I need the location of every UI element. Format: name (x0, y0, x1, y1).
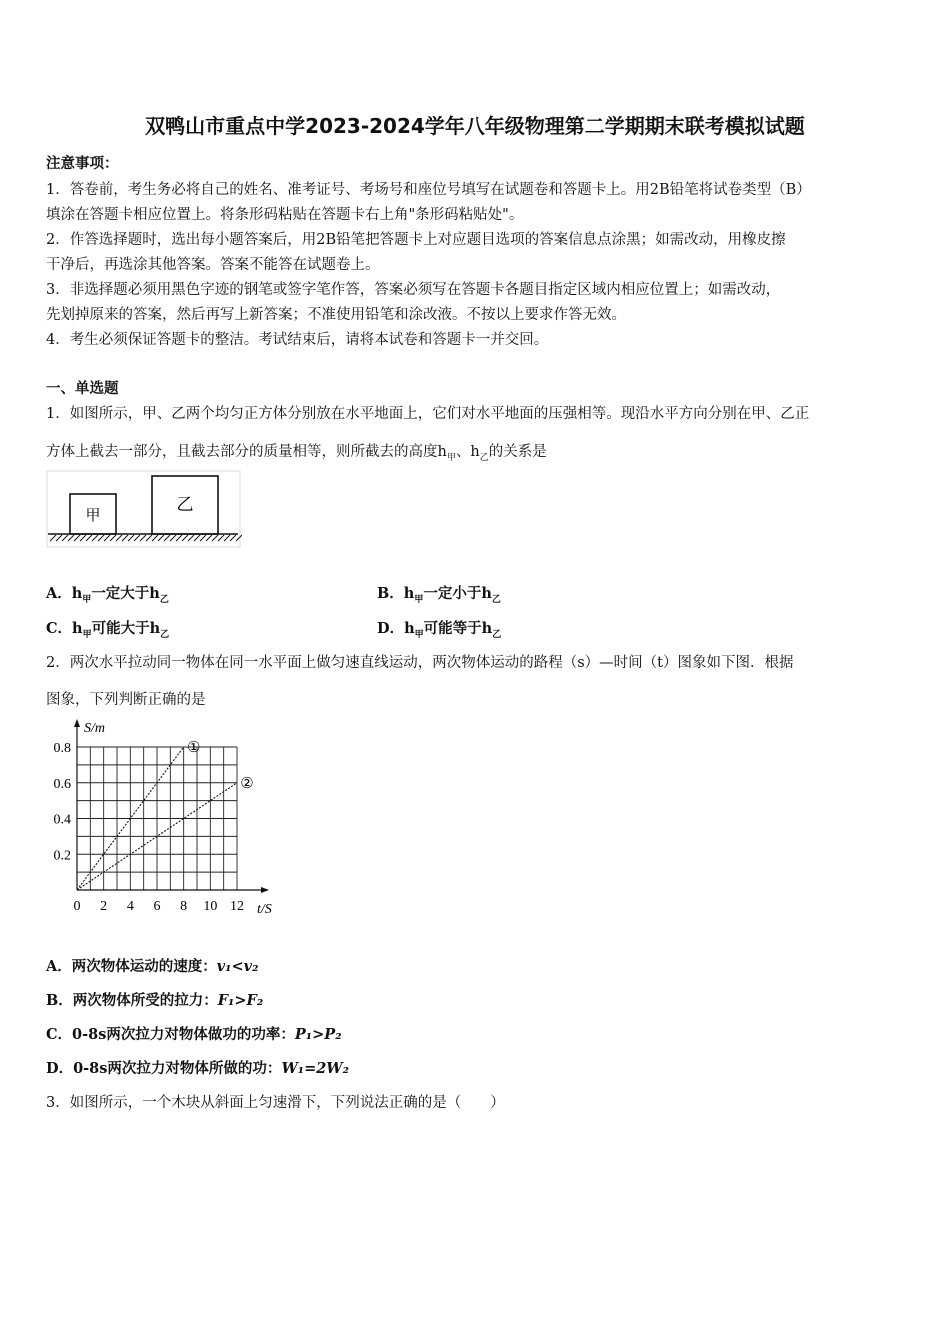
option-text: B．h (377, 585, 415, 602)
option-text: 可能大于h (91, 620, 161, 637)
option-text: C．h (46, 620, 83, 637)
q1-option-b[interactable] (377, 582, 501, 605)
hatch-mark (170, 535, 176, 541)
notice-line: 2．作答选择题时，选出每小题答案后，用2B铅笔把答题卡上对应题目选项的答案信息点涂黑；如需改动，用橡皮擦 (46, 232, 786, 248)
hatch-mark (62, 535, 68, 541)
q1-stem-text: 方体上截去一部分，且截去部分的质量相等，则所截去的高度h (46, 444, 447, 460)
hatch-mark (182, 535, 188, 541)
q2-chart (40, 715, 320, 924)
y-tick-label: 0.2 (53, 848, 71, 864)
hatch-mark (104, 535, 110, 541)
hatch-mark (218, 535, 224, 541)
hatch-mark (236, 535, 242, 541)
hatch-mark (80, 535, 86, 541)
subscript: 乙 (479, 452, 489, 463)
option-text: 一定大于h (91, 585, 160, 602)
q2-option-b[interactable] (46, 989, 263, 1010)
q1-figure (46, 470, 242, 552)
notice-line: 3．非选择题必须用黑色字迹的钢笔或签字笔作答，答案必须写在答题卡各题目指定区域内相应位置上；如需改动， (46, 282, 781, 298)
y-tick-label: 0.8 (53, 741, 71, 756)
subscript: 甲 (82, 594, 92, 605)
x-axis-arrow (261, 887, 269, 893)
hatch-mark (68, 535, 74, 541)
x-tick-label: 6 (153, 899, 161, 914)
ground-hatching (50, 535, 242, 541)
hatch-mark (56, 535, 62, 541)
option-text: D．h (377, 620, 415, 637)
q1-stem-text: 的关系是 (488, 444, 547, 460)
q1-stem-line2 (46, 440, 547, 463)
hatch-mark (116, 535, 122, 541)
cube-yi-label: 乙 (176, 495, 194, 514)
x-tick-label: 2 (100, 899, 108, 914)
subscript: 乙 (491, 594, 501, 605)
subscript: 甲 (446, 452, 456, 463)
x-tick-label: 4 (126, 899, 134, 914)
hatch-mark (92, 535, 98, 541)
notice-line: 1．答卷前，考生务必将自己的姓名、准考证号、考场号和座位号填写在试题卷和答题卡上。用2B铅笔将试卷类型（B） (46, 182, 811, 198)
q3-stem-line1: 3．如图所示，一个木块从斜面上匀速滑下，下列说法正确的是（ ） (46, 1095, 505, 1111)
hatch-mark (176, 535, 182, 541)
x-tick-label: 10 (203, 899, 218, 914)
hatch-mark (224, 535, 230, 541)
hatch-mark (86, 535, 92, 541)
x-tick-label: 12 (230, 899, 244, 914)
y-tick-label: 0.6 (53, 776, 71, 792)
hatch-mark (140, 535, 146, 541)
q1-option-a[interactable] (46, 582, 169, 605)
q2-option-c[interactable] (46, 1023, 342, 1044)
notice-line: 先划掉原来的答案，然后再写上新答案；不准使用铅笔和涂改液。不按以上要求作答无效。 (46, 307, 626, 323)
q1-option-c[interactable] (46, 617, 169, 640)
x-tick-label: 0 (73, 899, 81, 914)
y-tick-label: 0.4 (53, 812, 71, 828)
option-text: 一定小于h (423, 585, 492, 602)
q2-stem-line1: 2．两次水平拉动同一物体在同一水平面上做匀速直线运动，两次物体运动的路程（s）—时间（t）图象如下图．根据 (46, 655, 794, 671)
y-axis-label: S/m (84, 721, 105, 736)
option-expression: P₁>P₂ (294, 1026, 342, 1043)
q1-stem-text: 、h (455, 444, 480, 460)
hatch-mark (128, 535, 134, 541)
subscript: 乙 (159, 594, 169, 605)
option-expression: F₁>F₂ (217, 992, 264, 1009)
hatch-mark (158, 535, 164, 541)
notice-line: 填涂在答题卡相应位置上。将条形码粘贴在答题卡右上角"条形码粘贴处"。 (46, 207, 524, 223)
option-text: A．h (46, 585, 83, 602)
option-text: B．两次物体所受的拉力： (46, 992, 218, 1009)
page-title: 双鸭山市重点中学2023-2024学年八年级物理第二学期期末联考模拟试题 (145, 114, 805, 138)
subscript: 甲 (414, 594, 424, 605)
subscript: 乙 (492, 629, 502, 640)
x-tick-label: 8 (180, 899, 188, 914)
hatch-mark (134, 535, 140, 541)
hatch-mark (206, 535, 212, 541)
x-axis-label: t/S (257, 902, 272, 917)
option-text: A．两次物体运动的速度： (46, 958, 217, 975)
q2-option-a[interactable] (46, 955, 258, 976)
series-label: ① (186, 740, 201, 756)
option-expression: W₁=2W₂ (281, 1060, 349, 1077)
hatch-mark (98, 535, 104, 541)
subscript: 甲 (414, 629, 424, 640)
option-text: 可能等于h (423, 620, 493, 637)
hatch-mark (152, 535, 158, 541)
notice-line: 干净后，再选涂其他答案。答案不能答在试题卷上。 (46, 257, 380, 273)
hatch-mark (74, 535, 80, 541)
y-axis-arrow (74, 719, 80, 727)
series-label: ② (240, 775, 254, 792)
subscript: 乙 (160, 629, 170, 640)
q1-stem-line1: 1．如图所示，甲、乙两个均匀正方体分别放在水平地面上，它们对水平地面的压强相等。现沿水平方向分别在甲、乙正 (46, 406, 810, 422)
q1-option-d[interactable] (377, 617, 501, 640)
notice-heading: 注意事项： (46, 155, 119, 172)
hatch-mark (194, 535, 200, 541)
option-text: C．0-8s两次拉力对物体做功的功率： (46, 1026, 295, 1043)
hatch-mark (50, 535, 56, 541)
hatch-mark (212, 535, 218, 541)
hatch-mark (188, 535, 194, 541)
hatch-mark (200, 535, 206, 541)
hatch-mark (164, 535, 170, 541)
option-text: D．0-8s两次拉力对物体所做的功： (46, 1060, 282, 1077)
hatch-mark (146, 535, 152, 541)
cube-jia-label: 甲 (85, 508, 101, 524)
section-heading: 一、单选题 (46, 380, 119, 397)
notice-line: 4．考生必须保证答题卡的整洁。考试结束后，请将本试卷和答题卡一并交回。 (46, 332, 549, 348)
option-expression: v₁<v₂ (216, 958, 259, 975)
hatch-mark (122, 535, 128, 541)
q2-stem-line2: 图象，下列判断正确的是 (46, 692, 206, 708)
subscript: 甲 (82, 629, 92, 640)
q2-option-d[interactable] (46, 1057, 349, 1078)
hatch-mark (110, 535, 116, 541)
hatch-mark (230, 535, 236, 541)
